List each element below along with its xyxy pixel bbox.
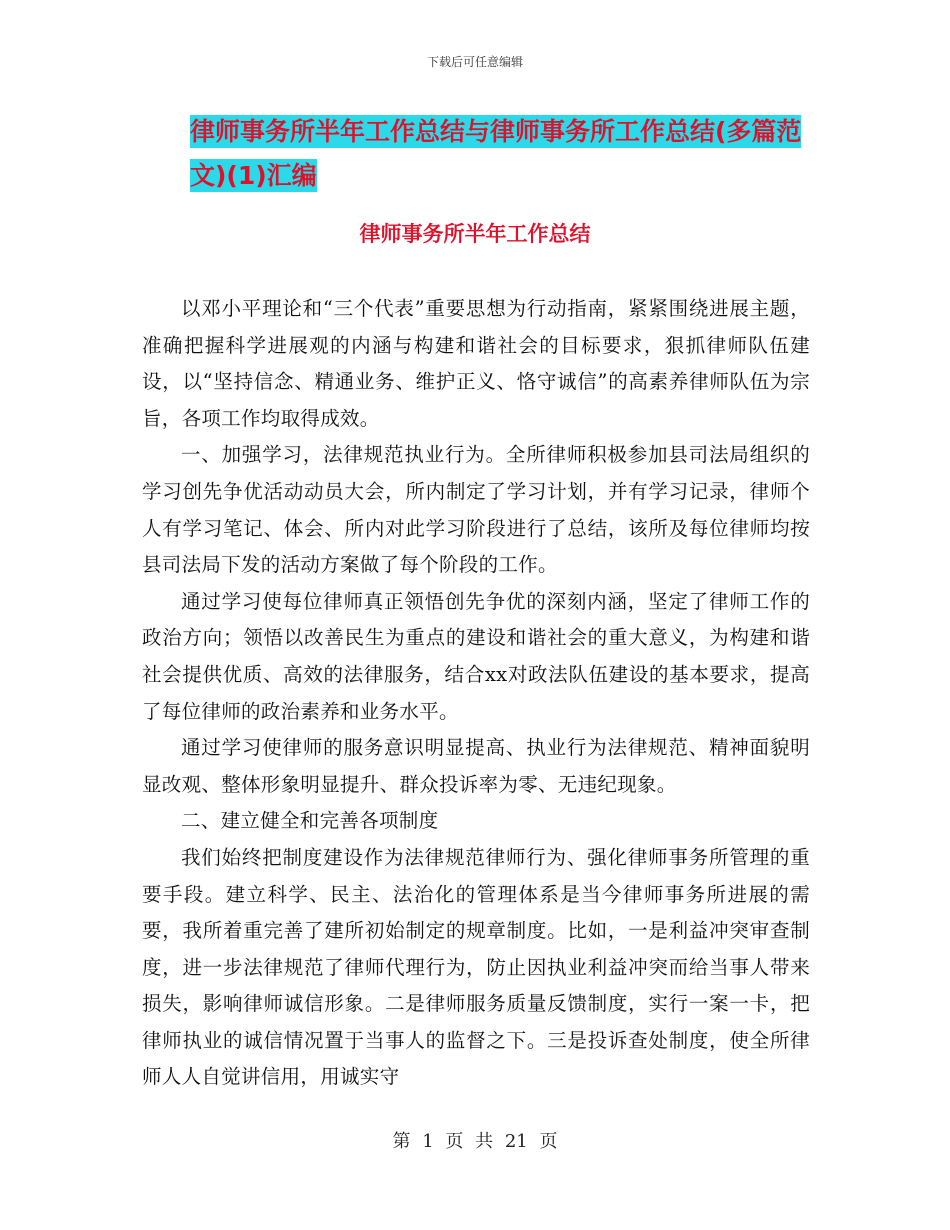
page-footer: 第 1 页 共 21 页 <box>392 1131 558 1152</box>
paragraph: 通过学习使每位律师真正领悟创先争优的深刻内涵，坚定了律师工作的政治方向；领悟以改善民生为重点的建设和谐社会的重大意义，为构建和谐社会提供优质、高效的法律服务，结合xx对政法队伍建设的基本要求，提高了每位律师的政治素养和业务水平。 <box>142 589 810 723</box>
paragraph: 以邓小平理论和“三个代表”重要思想为行动指南，紧紧围绕进展主题，准确把握科学进展观的内涵与构建和谐社会的目标要求，狠抓律师队伍建设，以“坚持信念、精通业务、维护正义、恪守诚信”的高素养律师队伍为宗旨，各项工作均取得成效。 <box>142 297 810 430</box>
paragraph: 通过学习使律师的服务意识明显提高、执业行为法律规范、精神面貌明显改观、整体形象明显提升、群众投诉率为零、无违纪现象。 <box>142 736 810 796</box>
header-note: 下载后可任意编辑 <box>426 55 523 69</box>
paragraph: 二、建立健全和完善各项制度 <box>181 809 439 833</box>
document-title <box>190 110 815 198</box>
document-title-text: 律师事务所半年工作总结与律师事务所工作总结(多篇范文)(1)汇编 <box>190 117 802 190</box>
paragraph: 我们始终把制度建设作为法律规范律师行为、强化律师事务所管理的重要手段。建立科学、民主、法治化的管理体系是当今律师事务所进展的需要，我所着重完善了建所初始制定的规章制度。比如，一是利益冲突审查制度，进一步法律规范了律师代理行为，防止因执业利益冲突而给当事人带来损失，影响律师诚信形象。二是律师服务质量反馈制度，实行一案一卡，把律师执业的诚信情况置于当事人的监督之下。三是投诉查处制度，使全所律师人人自觉讲信用，用诚实守 <box>142 845 810 1089</box>
paragraph: 一、加强学习，法律规范执业行为。全所律师积极参加县司法局组织的学习创先争优活动动员大会，所内制定了学习计划，并有学习记录，律师个人有学习笔记、体会、所内对此学习阶段进行了总结，该所及每位律师均按县司法局下发的活动方案做了每个阶段的工作。 <box>142 443 810 577</box>
section-title: 律师事务所半年工作总结 <box>359 222 591 246</box>
body-text <box>142 291 810 1096</box>
